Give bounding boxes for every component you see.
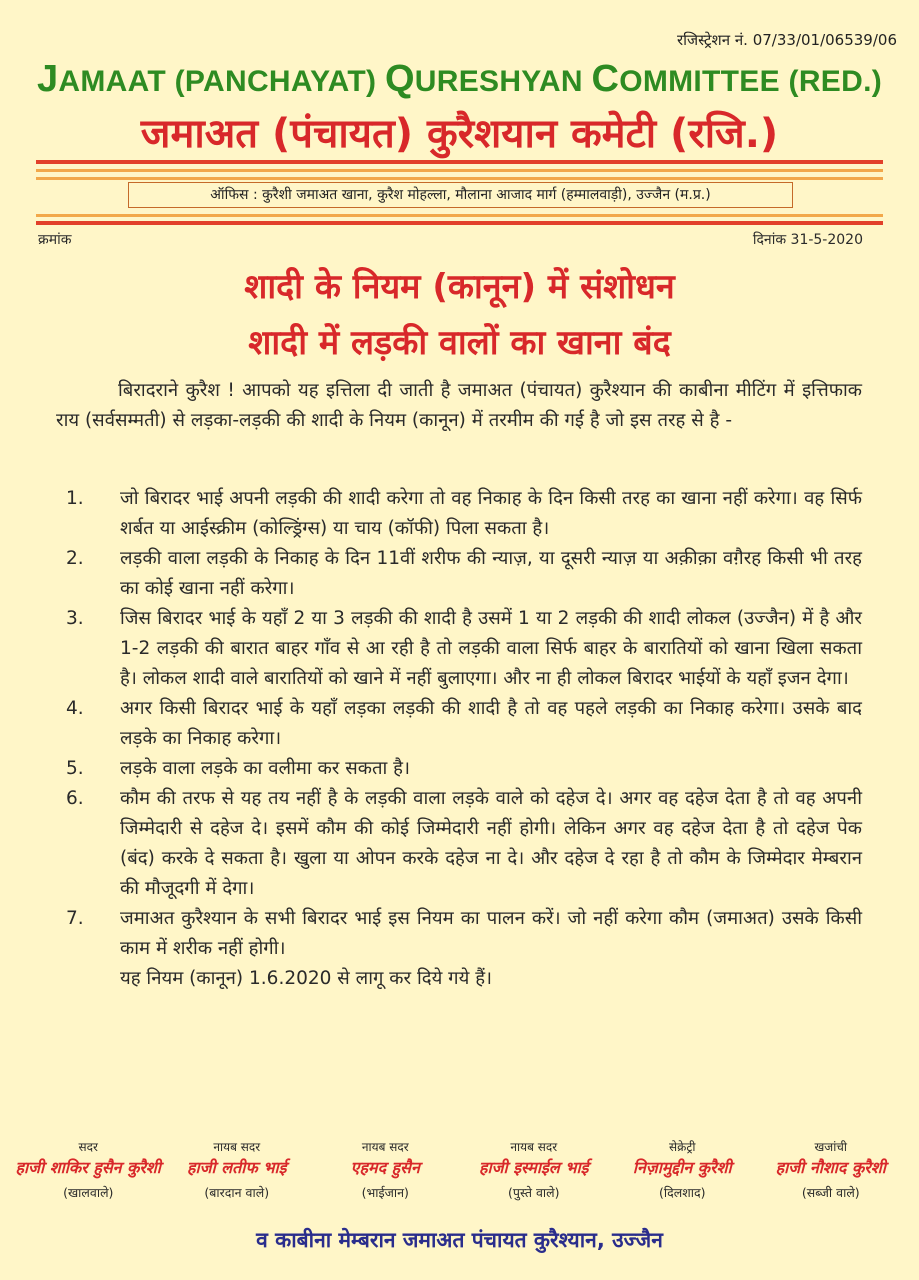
rule-item — [56, 544, 862, 604]
title-part-3: OMMITTEE (RED.) — [619, 65, 882, 98]
divider-line — [36, 221, 883, 225]
rule-item — [56, 484, 862, 544]
hindi-title: जमाअत (पंचायत) कुरैशयान कमेटी (रजि.) — [140, 111, 779, 157]
signatory-role: नायब सदर — [213, 1140, 261, 1154]
rule-item — [56, 784, 862, 904]
footer-text: व काबीना मेम्बरान जमाअत पंचायत कुरैश्यान, उज्जैन — [256, 1228, 663, 1252]
effective-date-note: यह नियम (कानून) 1.6.2020 से लागू कर दिये गये हैं। — [120, 968, 493, 989]
signatory-role: नायब सदर — [361, 1140, 409, 1154]
rule-number: 1. — [66, 488, 84, 509]
signatory-name: हाजी नौशाद कुरैशी — [775, 1158, 886, 1177]
signatory-note: (दिलशाद) — [659, 1185, 706, 1200]
rule-item — [56, 694, 862, 754]
divider-line — [36, 160, 883, 164]
signatory-note: (बारदान वाले) — [204, 1185, 270, 1200]
signatory — [311, 1138, 460, 1201]
signatory-role: सेक्रेट्री — [669, 1140, 696, 1154]
english-title — [0, 58, 919, 101]
date: दिनांक 31-5-2020 — [752, 232, 863, 248]
rule-item — [56, 904, 862, 964]
signatory-role: सदर — [78, 1140, 98, 1154]
divider-line — [36, 177, 883, 180]
title-j: J — [36, 58, 59, 100]
signatory — [460, 1138, 609, 1201]
rule-item — [56, 604, 862, 694]
signatory — [163, 1138, 312, 1201]
rule-number: 4. — [66, 698, 84, 719]
signatories — [14, 1138, 905, 1201]
headline-2: शादी में लड़की वालों का खाना बंद — [248, 323, 671, 363]
signatory-name: निज़ामुद्दीन कुरैशी — [632, 1158, 732, 1177]
signatory-note: (सब्जी वाले) — [801, 1185, 860, 1200]
rule-text: लड़की वाला लड़की के निकाह के दिन 11वीं शरीफ की न्याज़, या दूसरी न्याज़ या अक़ीक़ा वग़ैरह किसी भी तरह का कोई खाना नहीं करेगा। — [120, 548, 862, 599]
title-part-1: AMAAT (PANCHAYAT) — [58, 65, 385, 98]
signatory — [608, 1138, 757, 1201]
intro-paragraph — [56, 376, 862, 436]
signatory-role: खजांची — [814, 1140, 848, 1154]
registration-number: रजिस्ट्रेशन नं. 07/33/01/06539/06 — [677, 31, 897, 49]
rule-number: 6. — [66, 788, 84, 809]
signatory-name: हाजी लतीफ भाई — [187, 1158, 287, 1177]
rule-text: जिस बिरादर भाई के यहाँ 2 या 3 लड़की की शादी है उसमें 1 या 2 लड़की की शादी लोकल (उज्जैन) में है और 1-2 लड़की की बारात बाहर गाँव से आ रही है तो लड़की वाला सिर्फ बाहर के बारातियों को खाना खिला सकता है। लोकल शादी वाले बारातियों को खाने में नहीं बुलाएगा। और ना ही लोकल बिरादर भाईयों के यहाँ इजन देगा। — [120, 608, 862, 689]
office-address: ऑफिस : कुरैशी जमाअत खाना, कुरैश मोहल्ला, मौलाना आजाद मार्ग (हम्मालवाड़ी), उज्जैन (म.प्र.) — [128, 182, 793, 208]
headline-1: शादी के नियम (कानून) में संशोधन — [244, 267, 675, 307]
rule-text: जमाअत कुरैश्यान के सभी बिरादर भाई इस नियम का पालन करें। जो नहीं करेगा कौम (जमाअत) उसके किसी काम में शरीक नहीं होगी। — [120, 908, 862, 959]
signatory — [757, 1138, 906, 1201]
signatory-note: (भाईजान) — [361, 1185, 409, 1200]
signatory-name: हाजी इस्माईल भाई — [478, 1158, 589, 1177]
rule-number: 7. — [66, 908, 84, 929]
header-divider — [36, 160, 883, 180]
rule-number: 3. — [66, 608, 84, 629]
title-part-2: URESHYAN — [414, 65, 592, 98]
signatory-name: एहमद हुसैन — [350, 1158, 420, 1177]
rule-text: लड़के वाला लड़के का वलीमा कर सकता है। — [120, 758, 411, 779]
rule-text: कौम की तरफ से यह तय नहीं है के लड़की वाला लड़के वाले को दहेज दे। अगर वह दहेज देता है तो वह अपनी जिम्मेदारी से दहेज दे। इसमें कौम की कोई जिम्मेदारी नहीं होगी। लेकिन अगर वह दहेज देता है तो दहेज पेक (बंद) करके दे सकता है। खुला या ओपन करके दहेज ना दे। और दहेज दे रहा है तो कौम के जिम्मेदार मेम्बरान की मौजूदगी में देगा। — [120, 788, 862, 899]
signatory-role: नायब सदर — [510, 1140, 558, 1154]
divider-line — [36, 169, 883, 172]
rule-text: अगर किसी बिरादर भाई के यहाँ लड़का लड़की की शादी है तो वह पहले लड़की का निकाह करेगा। उसके बाद लड़के का निकाह करेगा। — [120, 698, 862, 749]
title-q: Q — [384, 58, 415, 100]
signatory — [14, 1138, 163, 1201]
reference-number: क्रमांक — [38, 232, 72, 248]
rule-text: जो बिरादर भाई अपनी लड़की की शादी करेगा तो वह निकाह के दिन किसी तरह का खाना नहीं करेगा। वह सिर्फ शर्बत या आईस्क्रीम (कोल्ड्रिंग्स) या चाय (कॉफी) पिला सकता है। — [120, 488, 862, 539]
signatory-note: (पुस्ते वाले) — [508, 1185, 560, 1200]
signatory-name: हाजी शाकिर हुसैन कुरैशी — [15, 1158, 161, 1177]
signatory-note: (खालवाले) — [63, 1185, 114, 1200]
rule-item — [56, 754, 862, 784]
rule-number: 2. — [66, 548, 84, 569]
address-divider — [36, 214, 883, 225]
divider-line — [36, 214, 883, 217]
intro-text: बिरादराने कुरैश ! आपको यह इत्तिला दी जाती है जमाअत (पंचायत) कुरैश्यान की काबीना मीटिंग में इत्तिफाक राय (सर्वसम्मती) से लड़का-लड़की की शादी के नियम (कानून) में तरमीम की गई है जो इस तरह से है - — [56, 380, 862, 431]
rules-list — [56, 484, 862, 994]
title-c: C — [591, 58, 620, 100]
rule-number: 5. — [66, 758, 84, 779]
